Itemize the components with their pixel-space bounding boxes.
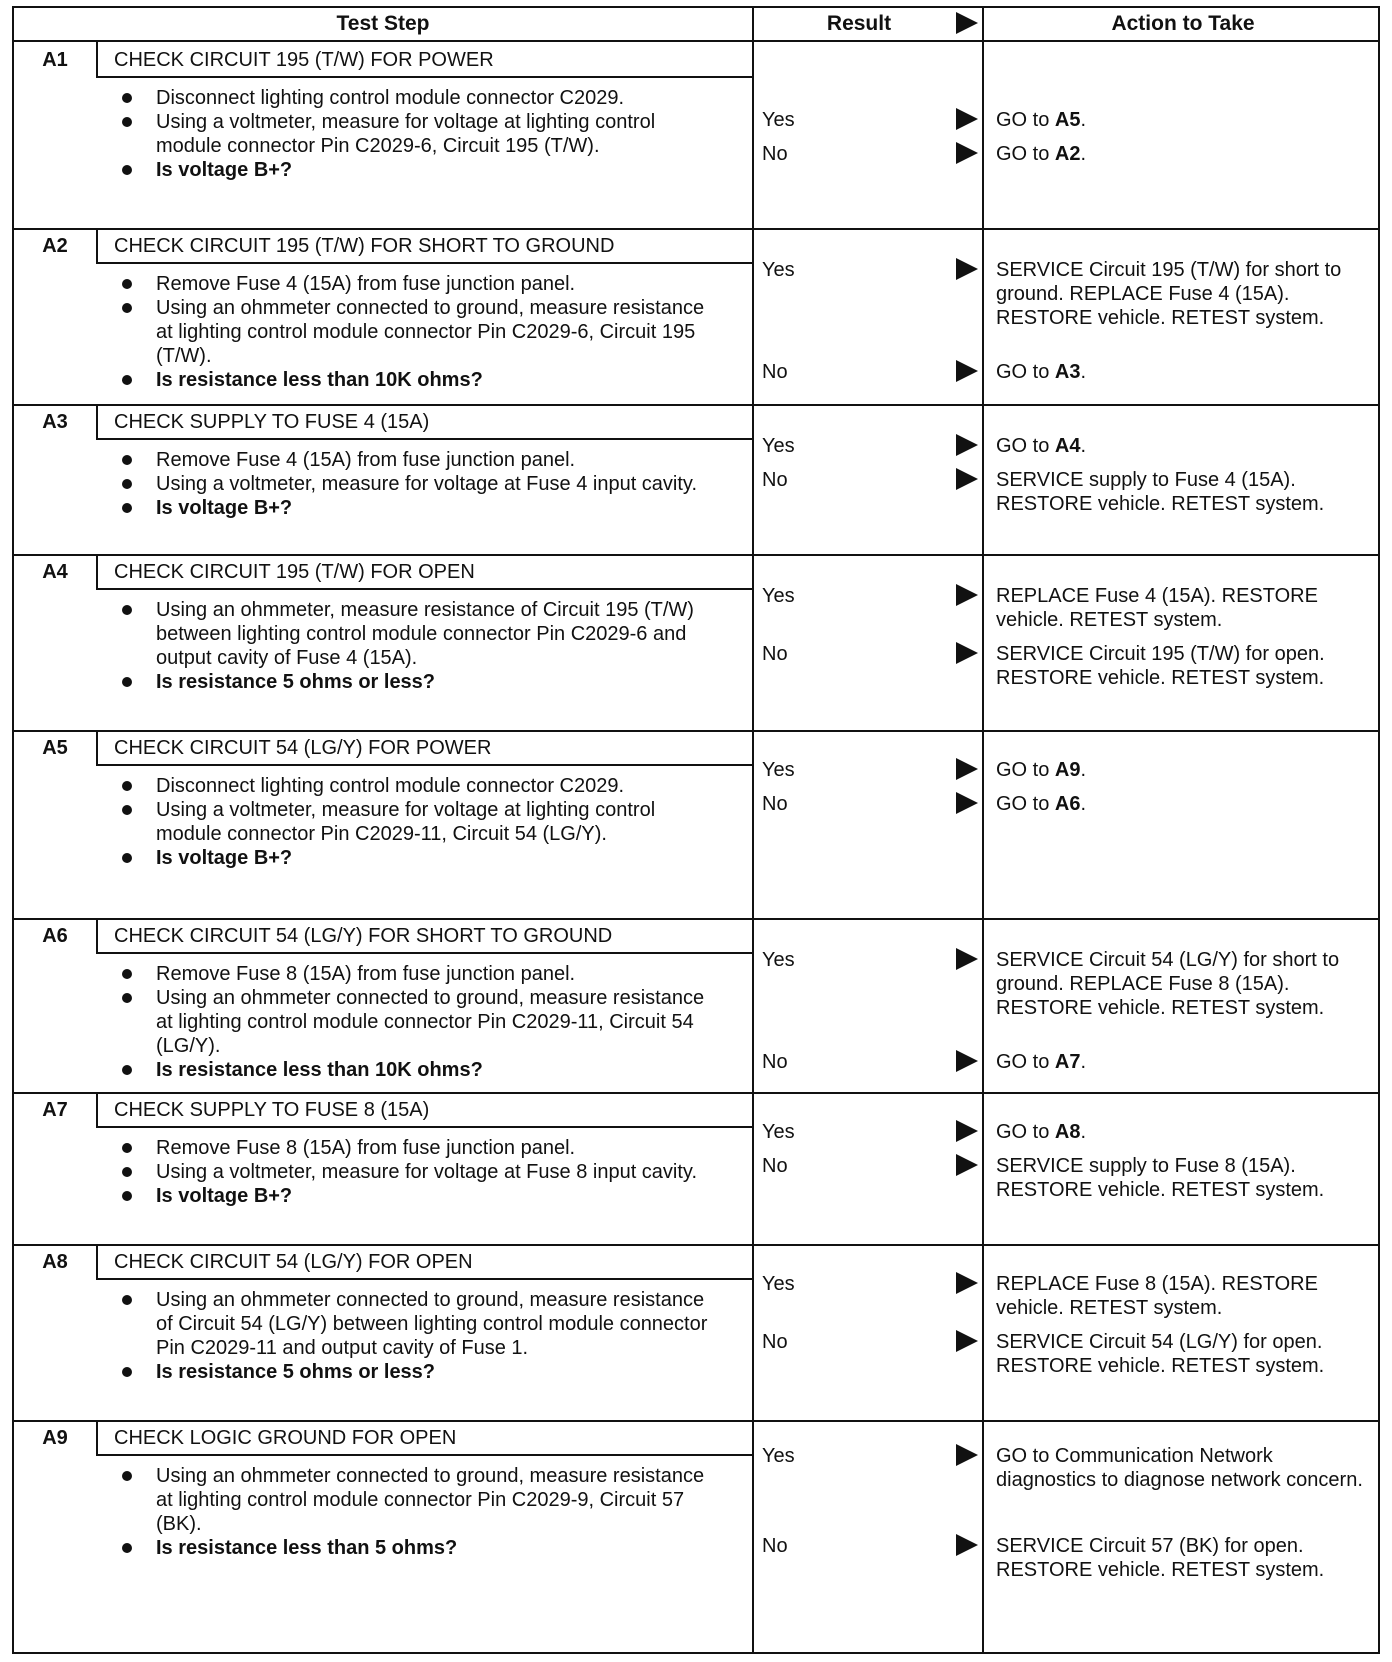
arrow-right-icon: [956, 642, 978, 664]
step-id: A2: [42, 235, 68, 257]
row-divider: [14, 554, 1378, 556]
arrow-right-icon: [956, 142, 978, 164]
arrow-right-icon: [956, 360, 978, 382]
bullet-icon: [122, 1367, 132, 1377]
header-result: Result: [826, 12, 892, 35]
instruction-item: [120, 598, 720, 670]
header-arrow-icon: [956, 12, 978, 34]
step-instructions: [120, 962, 720, 1082]
row-divider: [14, 404, 1378, 406]
step-id: A5: [42, 737, 68, 759]
row-divider: [14, 228, 1378, 230]
arrow-right-icon: [956, 108, 978, 130]
step-title: CHECK CIRCUIT 195 (T/W) FOR POWER: [114, 49, 494, 71]
question-item: [120, 158, 720, 182]
action-yes: GO to A5.: [996, 109, 1087, 131]
bullet-icon: [122, 117, 132, 127]
bullet-icon: [122, 1191, 132, 1201]
bullet-icon: [122, 279, 132, 289]
result-no: No: [762, 1331, 788, 1353]
action-no: GO to A3.: [996, 361, 1087, 383]
arrow-right-icon: [956, 584, 978, 606]
question-text: Is resistance 5 ohms or less?: [156, 671, 436, 693]
step-instructions: [120, 1464, 720, 1560]
question-text: Is voltage B+?: [156, 847, 293, 869]
step-title: CHECK LOGIC GROUND FOR OPEN: [114, 1427, 457, 1449]
instruction-item: [120, 110, 720, 158]
action-no: SERVICE Circuit 57 (BK) for open. RESTORE vehicle. RETEST system.: [996, 1535, 1325, 1581]
bullet-icon: [122, 805, 132, 815]
bullet-icon: [122, 455, 132, 465]
header-action: Action to Take: [1111, 12, 1255, 35]
bullet-icon: [122, 1065, 132, 1075]
instruction-item: [120, 472, 720, 496]
result-no: No: [762, 1051, 788, 1073]
result-yes: Yes: [762, 759, 795, 781]
result-no: No: [762, 793, 788, 815]
question-item: [120, 496, 720, 520]
instruction-item: [120, 986, 720, 1058]
bullet-icon: [122, 303, 132, 313]
action-no: SERVICE supply to Fuse 8 (15A). RESTORE vehicle. RETEST system.: [996, 1155, 1325, 1201]
bullet-icon: [122, 1471, 132, 1481]
question-text: Is voltage B+?: [156, 497, 293, 519]
instruction-item: [120, 448, 720, 472]
arrow-right-icon: [956, 258, 978, 280]
instruction-text: Using a voltmeter, measure for voltage at lighting control module connector Pin C2029-11, Circuit 54 (LG/Y).: [156, 799, 656, 845]
result-yes: Yes: [762, 435, 795, 457]
bullet-icon: [122, 677, 132, 687]
action-no: SERVICE Circuit 195 (T/W) for open. RESTORE vehicle. RETEST system.: [996, 643, 1325, 689]
step-id: A9: [42, 1427, 68, 1449]
result-no: No: [762, 1535, 788, 1557]
arrow-right-icon: [956, 1444, 978, 1466]
bullet-icon: [122, 1295, 132, 1305]
instruction-item: [120, 774, 720, 798]
row-divider: [14, 1092, 1378, 1094]
step-a2: [14, 228, 752, 404]
step-title: CHECK CIRCUIT 195 (T/W) FOR SHORT TO GROUND: [114, 235, 615, 257]
instruction-text: Remove Fuse 4 (15A) from fuse junction panel.: [156, 449, 576, 471]
step-a4: [14, 554, 752, 730]
step-a8: [14, 1244, 752, 1420]
instruction-text: Using an ohmmeter connected to ground, measure resistance at lighting control module connector Pin C2029-9, Circuit 57 (BK).: [156, 1465, 705, 1535]
question-text: Is voltage B+?: [156, 159, 293, 181]
question-text: Is resistance less than 5 ohms?: [156, 1537, 458, 1559]
action-no: GO to A2.: [996, 143, 1087, 165]
step-instructions: [120, 86, 720, 182]
step-title: CHECK SUPPLY TO FUSE 4 (15A): [114, 411, 430, 433]
arrow-right-icon: [956, 1050, 978, 1072]
step-id: A6: [42, 925, 68, 947]
instruction-text: Using a voltmeter, measure for voltage at Fuse 4 input cavity.: [156, 473, 697, 495]
instruction-item: [120, 1288, 720, 1360]
question-text: Is voltage B+?: [156, 1185, 293, 1207]
bullet-icon: [122, 503, 132, 513]
bullet-icon: [122, 781, 132, 791]
action-yes: REPLACE Fuse 8 (15A). RESTORE vehicle. RETEST system.: [996, 1273, 1318, 1319]
row-divider: [14, 1244, 1378, 1246]
bullet-icon: [122, 993, 132, 1003]
step-id: A3: [42, 411, 68, 433]
bullet-icon: [122, 1167, 132, 1177]
step-a7: [14, 1092, 752, 1244]
step-id: A4: [42, 561, 68, 583]
diagnostic-table: [12, 6, 1380, 1654]
action-yes: SERVICE Circuit 195 (T/W) for short to ground. REPLACE Fuse 4 (15A). RESTORE vehicle. RETEST system.: [996, 259, 1342, 329]
action-yes: REPLACE Fuse 4 (15A). RESTORE vehicle. RETEST system.: [996, 585, 1318, 631]
action-yes: GO to A4.: [996, 435, 1087, 457]
action-no: SERVICE supply to Fuse 4 (15A). RESTORE vehicle. RETEST system.: [996, 469, 1325, 515]
question-item: [120, 1536, 720, 1560]
instruction-text: Remove Fuse 8 (15A) from fuse junction panel.: [156, 963, 576, 985]
step-instructions: [120, 448, 720, 520]
action-no: SERVICE Circuit 54 (LG/Y) for open. RESTORE vehicle. RETEST system.: [996, 1331, 1325, 1377]
instruction-item: [120, 1464, 720, 1536]
step-instructions: [120, 774, 720, 870]
question-text: Is resistance less than 10K ohms?: [156, 369, 483, 391]
step-title: CHECK CIRCUIT 54 (LG/Y) FOR OPEN: [114, 1251, 473, 1273]
action-yes: SERVICE Circuit 54 (LG/Y) for short to ground. REPLACE Fuse 8 (15A). RESTORE vehicle. RETEST system.: [996, 949, 1340, 1019]
instruction-text: Using an ohmmeter connected to ground, measure resistance at lighting control module connector Pin C2029-11, Circuit 54 (LG/Y).: [156, 987, 705, 1057]
question-item: [120, 1360, 720, 1384]
question-item: [120, 1184, 720, 1208]
result-no: No: [762, 361, 788, 383]
instruction-text: Using an ohmmeter connected to ground, measure resistance of Circuit 54 (LG/Y) between lighting control module connector Pin C2029-11 and output cavity of Fuse 1.: [156, 1289, 708, 1359]
instruction-text: Using an ohmmeter, measure resistance of Circuit 195 (T/W) between lighting control module connector Pin C2029-6 and output cavity of Fuse 4 (15A).: [156, 599, 694, 669]
result-yes: Yes: [762, 585, 795, 607]
step-id: A7: [42, 1099, 68, 1121]
result-yes: Yes: [762, 1445, 795, 1467]
result-yes: Yes: [762, 1121, 795, 1143]
result-no: No: [762, 1155, 788, 1177]
result-yes: Yes: [762, 1273, 795, 1295]
column-divider-action: [982, 8, 984, 1652]
action-no: GO to A7.: [996, 1051, 1087, 1073]
arrow-right-icon: [956, 948, 978, 970]
instruction-item: [120, 272, 720, 296]
result-no: No: [762, 469, 788, 491]
arrow-right-icon: [956, 758, 978, 780]
arrow-right-icon: [956, 468, 978, 490]
step-a1: [14, 42, 752, 228]
question-item: [120, 368, 720, 392]
bullet-icon: [122, 853, 132, 863]
action-no: GO to A6.: [996, 793, 1087, 815]
result-yes: Yes: [762, 109, 795, 131]
instruction-text: Using a voltmeter, measure for voltage at Fuse 8 input cavity.: [156, 1161, 697, 1183]
bullet-icon: [122, 165, 132, 175]
step-instructions: [120, 272, 720, 392]
instruction-text: Remove Fuse 4 (15A) from fuse junction panel.: [156, 273, 576, 295]
instruction-item: [120, 86, 720, 110]
step-a5: [14, 730, 752, 918]
question-item: [120, 1058, 720, 1082]
result-no: No: [762, 643, 788, 665]
step-title: CHECK CIRCUIT 54 (LG/Y) FOR SHORT TO GROUND: [114, 925, 613, 947]
question-item: [120, 670, 720, 694]
arrow-right-icon: [956, 1534, 978, 1556]
step-instructions: [120, 1288, 720, 1384]
arrow-right-icon: [956, 434, 978, 456]
step-id: A8: [42, 1251, 68, 1273]
bullet-icon: [122, 479, 132, 489]
step-instructions: [120, 1136, 720, 1208]
result-yes: Yes: [762, 259, 795, 281]
instruction-item: [120, 798, 720, 846]
row-divider: [14, 1420, 1378, 1422]
result-no: No: [762, 143, 788, 165]
arrow-right-icon: [956, 1272, 978, 1294]
instruction-text: Using an ohmmeter connected to ground, measure resistance at lighting control module connector Pin C2029-6, Circuit 195 (T/W).: [156, 297, 705, 367]
instruction-text: Disconnect lighting control module connector C2029.: [156, 87, 625, 109]
bullet-icon: [122, 1143, 132, 1153]
arrow-right-icon: [956, 1120, 978, 1142]
question-text: Is resistance 5 ohms or less?: [156, 1361, 436, 1383]
row-divider: [14, 730, 1378, 732]
instruction-text: Using a voltmeter, measure for voltage at lighting control module connector Pin C2029-6, Circuit 195 (T/W).: [156, 111, 656, 157]
step-instructions: [120, 598, 720, 694]
action-yes: GO to A9.: [996, 759, 1087, 781]
step-a6: [14, 918, 752, 1092]
question-item: [120, 846, 720, 870]
question-text: Is resistance less than 10K ohms?: [156, 1059, 483, 1081]
step-title: CHECK CIRCUIT 195 (T/W) FOR OPEN: [114, 561, 475, 583]
bullet-icon: [122, 375, 132, 385]
row-divider: [14, 918, 1378, 920]
arrow-right-icon: [956, 792, 978, 814]
bullet-icon: [122, 969, 132, 979]
instruction-item: [120, 1160, 720, 1184]
step-id: A1: [42, 49, 68, 71]
header-test-step: Test Step: [336, 12, 430, 35]
step-a3: [14, 404, 752, 554]
bullet-icon: [122, 605, 132, 615]
instruction-text: Remove Fuse 8 (15A) from fuse junction panel.: [156, 1137, 576, 1159]
bullet-icon: [122, 93, 132, 103]
result-yes: Yes: [762, 949, 795, 971]
instruction-item: [120, 962, 720, 986]
instruction-item: [120, 296, 720, 368]
arrow-right-icon: [956, 1154, 978, 1176]
step-title: CHECK SUPPLY TO FUSE 8 (15A): [114, 1099, 430, 1121]
action-yes: GO to A8.: [996, 1121, 1087, 1143]
column-divider-result: [752, 8, 754, 1652]
step-a9: [14, 1420, 752, 1654]
bullet-icon: [122, 1543, 132, 1553]
action-yes: GO to Communication Network diagnostics to diagnose network concern.: [996, 1445, 1363, 1491]
instruction-item: [120, 1136, 720, 1160]
arrow-right-icon: [956, 1330, 978, 1352]
instruction-text: Disconnect lighting control module connector C2029.: [156, 775, 625, 797]
step-title: CHECK CIRCUIT 54 (LG/Y) FOR POWER: [114, 737, 492, 759]
